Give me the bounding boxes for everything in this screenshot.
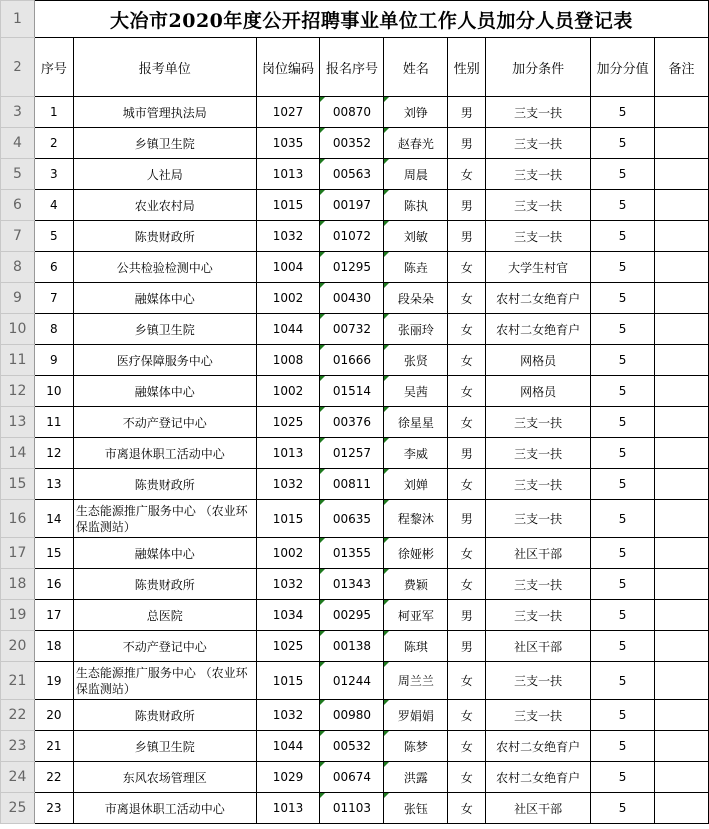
cell-unit[interactable]: 不动产登记中心 (73, 407, 256, 438)
cell-name[interactable]: 洪露 (384, 762, 448, 793)
cell-reg-no[interactable]: 01257 (320, 438, 384, 469)
cell-condition[interactable]: 三支一扶 (486, 600, 591, 631)
cell-post-code[interactable]: 1027 (256, 97, 320, 128)
cell-index[interactable]: 1 (34, 97, 73, 128)
cell-post-code[interactable]: 1025 (256, 631, 320, 662)
cell-gender[interactable]: 女 (448, 662, 486, 700)
cell-post-code[interactable]: 1015 (256, 500, 320, 538)
cell-condition[interactable]: 三支一扶 (486, 190, 591, 221)
table-row (1, 97, 709, 128)
cell-condition[interactable]: 网格员 (486, 376, 591, 407)
row-number[interactable]: 6 (1, 190, 35, 221)
cell-remarks[interactable] (655, 376, 709, 407)
row-number[interactable]: 16 (1, 500, 35, 538)
cell-remarks[interactable] (655, 345, 709, 376)
cell-gender[interactable]: 女 (448, 793, 486, 824)
cell-reg-no[interactable]: 00635 (320, 500, 384, 538)
cell-points[interactable]: 5 (591, 252, 655, 283)
cell-condition[interactable]: 大学生村官 (486, 252, 591, 283)
row-number[interactable]: 11 (1, 345, 35, 376)
cell-condition[interactable]: 三支一扶 (486, 97, 591, 128)
table-row (1, 159, 709, 190)
header-points[interactable]: 加分分值 (591, 38, 655, 97)
cell-index[interactable]: 3 (34, 159, 73, 190)
row-number[interactable]: 25 (1, 793, 35, 824)
cell-reg-no[interactable]: 01072 (320, 221, 384, 252)
cell-post-code[interactable]: 1013 (256, 793, 320, 824)
cell-post-code[interactable]: 1013 (256, 438, 320, 469)
cell-points[interactable]: 5 (591, 631, 655, 662)
cell-name[interactable]: 罗娟娟 (384, 700, 448, 731)
row-number[interactable]: 20 (1, 631, 35, 662)
cell-condition[interactable]: 农村二女绝育户 (486, 283, 591, 314)
cell-name[interactable]: 徐星星 (384, 407, 448, 438)
cell-points[interactable]: 5 (591, 190, 655, 221)
cell-index[interactable]: 12 (34, 438, 73, 469)
cell-unit[interactable]: 陈贵财政所 (73, 469, 256, 500)
cell-points[interactable]: 5 (591, 731, 655, 762)
cell-post-code[interactable]: 1029 (256, 762, 320, 793)
cell-name[interactable]: 刘婵 (384, 469, 448, 500)
cell-name[interactable]: 陈琪 (384, 631, 448, 662)
cell-index[interactable]: 18 (34, 631, 73, 662)
table-row (1, 190, 709, 221)
cell-unit[interactable]: 不动产登记中心 (73, 631, 256, 662)
cell-unit[interactable]: 融媒体中心 (73, 538, 256, 569)
row-number[interactable]: 18 (1, 569, 35, 600)
cell-name[interactable]: 陈梦 (384, 731, 448, 762)
cell-remarks[interactable] (655, 407, 709, 438)
cell-remarks[interactable] (655, 190, 709, 221)
cell-unit[interactable]: 城市管理执法局 (73, 97, 256, 128)
cell-points[interactable]: 5 (591, 793, 655, 824)
cell-post-code[interactable]: 1002 (256, 376, 320, 407)
cell-post-code[interactable]: 1032 (256, 569, 320, 600)
cell-gender[interactable]: 男 (448, 97, 486, 128)
row-number[interactable]: 19 (1, 600, 35, 631)
table-row (1, 500, 709, 538)
cell-condition[interactable]: 三支一扶 (486, 407, 591, 438)
row-number[interactable]: 8 (1, 252, 35, 283)
cell-index[interactable]: 15 (34, 538, 73, 569)
cell-remarks[interactable] (655, 600, 709, 631)
cell-name[interactable]: 陈垚 (384, 252, 448, 283)
cell-index[interactable]: 8 (34, 314, 73, 345)
row-number[interactable]: 15 (1, 469, 35, 500)
row-number[interactable]: 21 (1, 662, 35, 700)
cell-gender[interactable]: 女 (448, 376, 486, 407)
cell-index[interactable]: 5 (34, 221, 73, 252)
cell-name[interactable]: 赵春光 (384, 128, 448, 159)
header-name[interactable]: 姓名 (384, 38, 448, 97)
cell-post-code[interactable]: 1002 (256, 283, 320, 314)
cell-post-code[interactable]: 1034 (256, 600, 320, 631)
header-gender[interactable]: 性别 (448, 38, 486, 97)
cell-condition[interactable]: 农村二女绝育户 (486, 314, 591, 345)
cell-reg-no[interactable]: 00197 (320, 190, 384, 221)
cell-gender[interactable]: 男 (448, 128, 486, 159)
cell-unit[interactable]: 人社局 (73, 159, 256, 190)
cell-condition[interactable]: 三支一扶 (486, 469, 591, 500)
cell-condition[interactable]: 三支一扶 (486, 662, 591, 700)
cell-reg-no[interactable]: 01355 (320, 538, 384, 569)
table-row (1, 283, 709, 314)
cell-reg-no[interactable]: 00138 (320, 631, 384, 662)
cell-index[interactable]: 7 (34, 283, 73, 314)
cell-unit[interactable]: 农业农村局 (73, 190, 256, 221)
table-row (1, 600, 709, 631)
cell-index[interactable]: 4 (34, 190, 73, 221)
cell-name[interactable]: 徐娅彬 (384, 538, 448, 569)
cell-unit[interactable]: 陈贵财政所 (73, 569, 256, 600)
cell-condition[interactable]: 三支一扶 (486, 438, 591, 469)
cell-points[interactable]: 5 (591, 97, 655, 128)
cell-reg-no[interactable]: 00532 (320, 731, 384, 762)
cell-name[interactable]: 周晨 (384, 159, 448, 190)
cell-unit[interactable]: 生态能源推广服务中心 （农业环保监测站） (73, 500, 256, 538)
sheet-title[interactable]: 大冶市2020年度公开招聘事业单位工作人员加分人员登记表 (34, 1, 708, 38)
cell-gender[interactable]: 女 (448, 345, 486, 376)
cell-points[interactable]: 5 (591, 600, 655, 631)
table-row (1, 731, 709, 762)
cell-remarks[interactable] (655, 500, 709, 538)
cell-condition[interactable]: 农村二女绝育户 (486, 762, 591, 793)
cell-points[interactable]: 5 (591, 662, 655, 700)
cell-remarks[interactable] (655, 314, 709, 345)
cell-remarks[interactable] (655, 252, 709, 283)
cell-points[interactable]: 5 (591, 438, 655, 469)
row-number[interactable]: 14 (1, 438, 35, 469)
cell-index[interactable]: 17 (34, 600, 73, 631)
cell-gender[interactable]: 男 (448, 631, 486, 662)
cell-reg-no[interactable]: 00563 (320, 159, 384, 190)
cell-post-code[interactable]: 1044 (256, 731, 320, 762)
cell-reg-no[interactable]: 00352 (320, 128, 384, 159)
cell-unit[interactable]: 陈贵财政所 (73, 700, 256, 731)
cell-remarks[interactable] (655, 221, 709, 252)
cell-reg-no[interactable]: 00811 (320, 469, 384, 500)
cell-reg-no[interactable]: 00376 (320, 407, 384, 438)
cell-unit[interactable]: 东风农场管理区 (73, 762, 256, 793)
cell-index[interactable]: 11 (34, 407, 73, 438)
cell-points[interactable]: 5 (591, 700, 655, 731)
cell-reg-no[interactable]: 01514 (320, 376, 384, 407)
cell-reg-no[interactable]: 00870 (320, 97, 384, 128)
cell-remarks[interactable] (655, 97, 709, 128)
table-row (1, 314, 709, 345)
cell-gender[interactable]: 女 (448, 569, 486, 600)
cell-index[interactable]: 22 (34, 762, 73, 793)
cell-condition[interactable]: 网格员 (486, 345, 591, 376)
cell-remarks[interactable] (655, 762, 709, 793)
cell-condition[interactable]: 三支一扶 (486, 569, 591, 600)
cell-post-code[interactable]: 1025 (256, 407, 320, 438)
cell-reg-no[interactable]: 01295 (320, 252, 384, 283)
cell-unit[interactable]: 乡镇卫生院 (73, 731, 256, 762)
cell-name[interactable]: 吴茜 (384, 376, 448, 407)
table-row (1, 376, 709, 407)
cell-index[interactable]: 2 (34, 128, 73, 159)
cell-reg-no[interactable]: 01666 (320, 345, 384, 376)
header-reg-no[interactable]: 报名序号 (320, 38, 384, 97)
cell-reg-no[interactable]: 00732 (320, 314, 384, 345)
cell-points[interactable]: 5 (591, 159, 655, 190)
row-number[interactable]: 13 (1, 407, 35, 438)
cell-gender[interactable]: 女 (448, 159, 486, 190)
cell-condition[interactable]: 三支一扶 (486, 500, 591, 538)
cell-gender[interactable]: 男 (448, 438, 486, 469)
cell-reg-no[interactable]: 00430 (320, 283, 384, 314)
cell-remarks[interactable] (655, 538, 709, 569)
cell-points[interactable]: 5 (591, 345, 655, 376)
cell-post-code[interactable]: 1004 (256, 252, 320, 283)
table-row (1, 631, 709, 662)
cell-index[interactable]: 13 (34, 469, 73, 500)
table-row (1, 407, 709, 438)
cell-name[interactable]: 刘铮 (384, 97, 448, 128)
cell-reg-no[interactable]: 00295 (320, 600, 384, 631)
row-number[interactable]: 7 (1, 221, 35, 252)
cell-condition[interactable]: 社区干部 (486, 538, 591, 569)
cell-name[interactable]: 陈执 (384, 190, 448, 221)
cell-remarks[interactable] (655, 569, 709, 600)
table-row (1, 252, 709, 283)
row-number[interactable]: 4 (1, 128, 35, 159)
cell-remarks[interactable] (655, 700, 709, 731)
cell-post-code[interactable]: 1032 (256, 700, 320, 731)
cell-points[interactable]: 5 (591, 407, 655, 438)
cell-gender[interactable]: 女 (448, 314, 486, 345)
cell-remarks[interactable] (655, 631, 709, 662)
table-row (1, 438, 709, 469)
row-number[interactable]: 23 (1, 731, 35, 762)
row-number[interactable]: 9 (1, 283, 35, 314)
cell-post-code[interactable]: 1032 (256, 221, 320, 252)
cell-gender[interactable]: 男 (448, 600, 486, 631)
cell-condition[interactable]: 三支一扶 (486, 700, 591, 731)
cell-unit[interactable]: 医疗保障服务中心 (73, 345, 256, 376)
cell-gender[interactable]: 女 (448, 731, 486, 762)
header-index[interactable]: 序号 (34, 38, 73, 97)
cell-remarks[interactable] (655, 438, 709, 469)
cell-name[interactable]: 张丽玲 (384, 314, 448, 345)
header-row (1, 38, 709, 97)
cell-name[interactable]: 刘敏 (384, 221, 448, 252)
cell-name[interactable]: 段朵朵 (384, 283, 448, 314)
cell-points[interactable]: 5 (591, 221, 655, 252)
cell-index[interactable]: 14 (34, 500, 73, 538)
table-row (1, 469, 709, 500)
cell-remarks[interactable] (655, 662, 709, 700)
cell-condition[interactable]: 三支一扶 (486, 128, 591, 159)
cell-points[interactable]: 5 (591, 538, 655, 569)
cell-index[interactable]: 23 (34, 793, 73, 824)
cell-condition[interactable]: 三支一扶 (486, 221, 591, 252)
cell-unit[interactable]: 乡镇卫生院 (73, 314, 256, 345)
cell-gender[interactable]: 女 (448, 700, 486, 731)
cell-remarks[interactable] (655, 731, 709, 762)
cell-points[interactable]: 5 (591, 469, 655, 500)
row-number[interactable]: 10 (1, 314, 35, 345)
row-number[interactable]: 1 (1, 1, 35, 38)
cell-index[interactable]: 16 (34, 569, 73, 600)
table-row (1, 662, 709, 700)
cell-points[interactable]: 5 (591, 376, 655, 407)
cell-index[interactable]: 6 (34, 252, 73, 283)
cell-remarks[interactable] (655, 469, 709, 500)
cell-points[interactable]: 5 (591, 128, 655, 159)
cell-post-code[interactable]: 1008 (256, 345, 320, 376)
cell-unit[interactable]: 总医院 (73, 600, 256, 631)
cell-reg-no[interactable]: 01343 (320, 569, 384, 600)
header-unit[interactable]: 报考单位 (73, 38, 256, 97)
cell-condition[interactable]: 社区干部 (486, 793, 591, 824)
cell-points[interactable]: 5 (591, 569, 655, 600)
cell-name[interactable]: 张贤 (384, 345, 448, 376)
table-row (1, 700, 709, 731)
cell-points[interactable]: 5 (591, 762, 655, 793)
cell-unit[interactable]: 市离退休职工活动中心 (73, 793, 256, 824)
cell-unit[interactable]: 融媒体中心 (73, 283, 256, 314)
table-row (1, 128, 709, 159)
cell-unit[interactable]: 公共检验检测中心 (73, 252, 256, 283)
cell-reg-no[interactable]: 00980 (320, 700, 384, 731)
cell-condition[interactable]: 农村二女绝育户 (486, 731, 591, 762)
row-number[interactable]: 5 (1, 159, 35, 190)
table-row (1, 345, 709, 376)
row-number[interactable]: 3 (1, 97, 35, 128)
cell-remarks[interactable] (655, 793, 709, 824)
cell-post-code[interactable]: 1013 (256, 159, 320, 190)
table-row (1, 762, 709, 793)
header-remarks[interactable]: 备注 (655, 38, 709, 97)
cell-index[interactable]: 20 (34, 700, 73, 731)
cell-points[interactable]: 5 (591, 283, 655, 314)
cell-unit[interactable]: 市离退休职工活动中心 (73, 438, 256, 469)
cell-name[interactable]: 程黎沐 (384, 500, 448, 538)
cell-gender[interactable]: 男 (448, 190, 486, 221)
header-condition[interactable]: 加分条件 (486, 38, 591, 97)
cell-gender[interactable]: 女 (448, 407, 486, 438)
cell-remarks[interactable] (655, 159, 709, 190)
cell-index[interactable]: 19 (34, 662, 73, 700)
cell-post-code[interactable]: 1035 (256, 128, 320, 159)
cell-name[interactable]: 张钰 (384, 793, 448, 824)
cell-name[interactable]: 费颖 (384, 569, 448, 600)
table-row (1, 538, 709, 569)
cell-remarks[interactable] (655, 128, 709, 159)
cell-post-code[interactable]: 1032 (256, 469, 320, 500)
cell-remarks[interactable] (655, 283, 709, 314)
cell-index[interactable]: 21 (34, 731, 73, 762)
row-number[interactable]: 12 (1, 376, 35, 407)
cell-gender[interactable]: 女 (448, 469, 486, 500)
cell-unit[interactable]: 乡镇卫生院 (73, 128, 256, 159)
cell-unit[interactable]: 融媒体中心 (73, 376, 256, 407)
cell-name[interactable]: 李威 (384, 438, 448, 469)
title-row (1, 1, 709, 38)
table-row (1, 793, 709, 824)
cell-condition[interactable]: 社区干部 (486, 631, 591, 662)
cell-name[interactable]: 柯亚军 (384, 600, 448, 631)
cell-reg-no[interactable]: 01103 (320, 793, 384, 824)
row-number[interactable]: 17 (1, 538, 35, 569)
cell-gender[interactable]: 女 (448, 762, 486, 793)
cell-post-code[interactable]: 1002 (256, 538, 320, 569)
row-number[interactable]: 22 (1, 700, 35, 731)
cell-gender[interactable]: 女 (448, 252, 486, 283)
cell-points[interactable]: 5 (591, 314, 655, 345)
cell-gender[interactable]: 男 (448, 221, 486, 252)
row-number[interactable]: 2 (1, 38, 35, 97)
cell-gender[interactable]: 女 (448, 538, 486, 569)
cell-gender[interactable]: 男 (448, 500, 486, 538)
cell-index[interactable]: 9 (34, 345, 73, 376)
table-row (1, 221, 709, 252)
cell-points[interactable]: 5 (591, 500, 655, 538)
cell-index[interactable]: 10 (34, 376, 73, 407)
cell-name[interactable]: 周兰兰 (384, 662, 448, 700)
header-post-code[interactable]: 岗位编码 (256, 38, 320, 97)
table-row (1, 569, 709, 600)
cell-unit[interactable]: 生态能源推广服务中心 （农业环保监测站） (73, 662, 256, 700)
cell-reg-no[interactable]: 00674 (320, 762, 384, 793)
cell-gender[interactable]: 女 (448, 283, 486, 314)
cell-post-code[interactable]: 1044 (256, 314, 320, 345)
cell-condition[interactable]: 三支一扶 (486, 159, 591, 190)
cell-reg-no[interactable]: 01244 (320, 662, 384, 700)
cell-unit[interactable]: 陈贵财政所 (73, 221, 256, 252)
cell-post-code[interactable]: 1015 (256, 662, 320, 700)
cell-post-code[interactable]: 1015 (256, 190, 320, 221)
row-number[interactable]: 24 (1, 762, 35, 793)
